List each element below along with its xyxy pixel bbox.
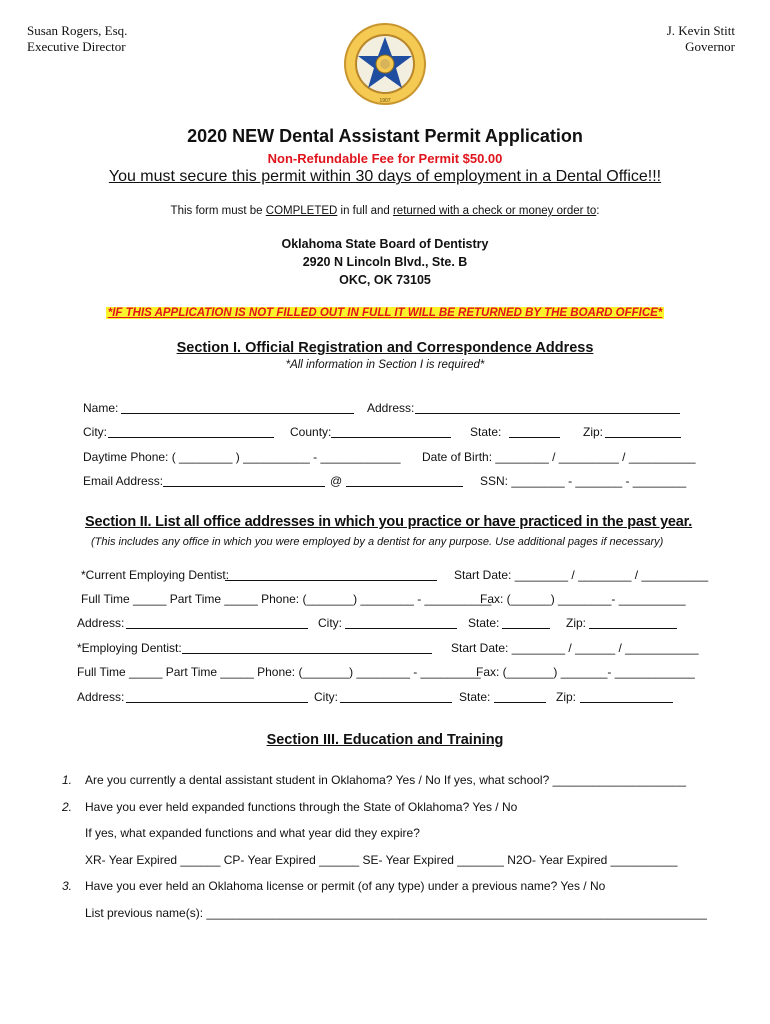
email-at-sign: @	[330, 474, 343, 488]
name-label: Name:	[83, 401, 119, 415]
fee-notice: Non-Refundable Fee for Permit $50.00	[267, 151, 503, 166]
address-field[interactable]	[415, 413, 680, 414]
office2-city-label: City:	[314, 690, 338, 704]
question-1-number: 1.	[62, 773, 73, 787]
office2-zip-label: Zip:	[556, 690, 577, 704]
employing-dentist-label: *Employing Dentist:	[77, 641, 182, 655]
director-name: Susan Rogers, Esq.	[27, 23, 128, 38]
instruction-line: This form must be COMPLETED in full and returned with a check or money order to:	[170, 205, 600, 217]
current-dentist-field[interactable]	[225, 580, 437, 581]
office2-state-field[interactable]	[494, 702, 546, 703]
county-field[interactable]	[331, 437, 451, 438]
ssn-field[interactable]: SSN: ________ - _______ - ________	[480, 474, 687, 488]
start-date-2-field[interactable]: Start Date: ________ / ______ / ___________	[451, 641, 699, 655]
office2-address-label: Address:	[77, 690, 125, 704]
office1-city-field[interactable]	[345, 628, 457, 629]
director-title: Executive Director	[27, 39, 126, 54]
office2-zip-field[interactable]	[580, 702, 673, 703]
fax-1-field[interactable]: Fax: (______) ________- __________	[480, 592, 686, 606]
governor-name: J. Kevin Stitt	[666, 23, 735, 38]
question-2-followup: If yes, what expanded functions and what year did they expire?	[85, 826, 420, 840]
question-3-number: 3.	[62, 879, 73, 893]
section2-subheading: (This includes any office in which you were employed by a dentist for any purpose. Use additional pages if necessary)	[91, 536, 664, 548]
office1-address-field[interactable]	[126, 628, 308, 629]
zip-field[interactable]	[605, 437, 681, 438]
board-street: 2920 N Lincoln Blvd., Ste. B	[302, 255, 468, 269]
state-seal-logo	[343, 22, 427, 106]
current-dentist-label: *Current Employing Dentist:	[81, 568, 230, 582]
state-label: State:	[470, 425, 502, 439]
employment-row-2[interactable]: Full Time _____ Part Time _____ Phone: (_______) ________ - _________	[77, 665, 481, 679]
question-2-number: 2.	[62, 800, 73, 814]
office1-address-label: Address:	[77, 616, 125, 630]
email-domain-field[interactable]	[346, 486, 463, 487]
state-field[interactable]	[509, 437, 560, 438]
start-date-1-field[interactable]: Start Date: ________ / ________ / __________	[454, 568, 709, 582]
email-user-field[interactable]	[163, 486, 325, 487]
board-name: Oklahoma State Board of Dentistry	[281, 237, 489, 251]
office2-city-field[interactable]	[340, 702, 452, 703]
daytime-phone-field[interactable]: Daytime Phone: ( ________ ) __________ - ____________	[83, 450, 401, 464]
office1-zip-label: Zip:	[566, 616, 587, 630]
office1-zip-field[interactable]	[589, 628, 677, 629]
question-1[interactable]: Are you currently a dental assistant student in Oklahoma? Yes / No If yes, what school? ____________________	[85, 773, 687, 787]
governor-title: Governor	[685, 39, 735, 54]
zip-label: Zip:	[583, 425, 604, 439]
section2-heading: Section II. List all office addresses in which you practice or have practiced in the past year.	[85, 514, 693, 530]
office2-state-label: State:	[459, 690, 491, 704]
question-2[interactable]: Have you ever held expanded functions through the State of Oklahoma? Yes / No	[85, 800, 518, 814]
section1-subheading: *All information in Section I is required*	[285, 359, 485, 371]
fax-2-field[interactable]: Fax: (_______) _______- ____________	[476, 665, 695, 679]
employment-row-1[interactable]: Full Time _____ Part Time _____ Phone: (_______) ________ - __________	[81, 592, 492, 606]
section3-heading: Section III. Education and Training	[266, 732, 504, 748]
office1-city-label: City:	[318, 616, 342, 630]
office1-state-label: State:	[468, 616, 500, 630]
city-label: City:	[83, 425, 107, 439]
address-label: Address:	[367, 401, 415, 415]
date-of-birth-field[interactable]: Date of Birth: ________ / _________ / __________	[422, 450, 696, 464]
section1-heading: Section I. Official Registration and Correspondence Address	[176, 340, 594, 356]
office2-address-field[interactable]	[126, 702, 308, 703]
employment-warning: You must secure this permit within 30 days of employment in a Dental Office!!!	[108, 168, 662, 185]
previous-names-field[interactable]: List previous name(s): ___________________________________________________________________________	[85, 906, 707, 920]
return-notice: *IF THIS APPLICATION IS NOT FILLED OUT IN FULL IT WILL BE RETURNED BY THE BOARD OFFICE*	[107, 307, 663, 319]
county-label: County:	[290, 425, 332, 439]
name-field[interactable]	[121, 413, 354, 414]
email-label: Email Address:	[83, 474, 164, 488]
expanded-functions-years[interactable]: XR- Year Expired ______ CP- Year Expired ______ SE- Year Expired _______ N2O- Year Expired __________	[85, 853, 678, 867]
city-field[interactable]	[108, 437, 274, 438]
office1-state-field[interactable]	[502, 628, 550, 629]
page-title: 2020 NEW Dental Assistant Permit Application	[187, 126, 583, 146]
board-city: OKC, OK 73105	[339, 273, 431, 287]
svg-text:1907: 1907	[379, 98, 391, 104]
employing-dentist-field[interactable]	[182, 653, 432, 654]
question-3[interactable]: Have you ever held an Oklahoma license or permit (of any type) under a previous name? Yes / No	[85, 879, 606, 893]
